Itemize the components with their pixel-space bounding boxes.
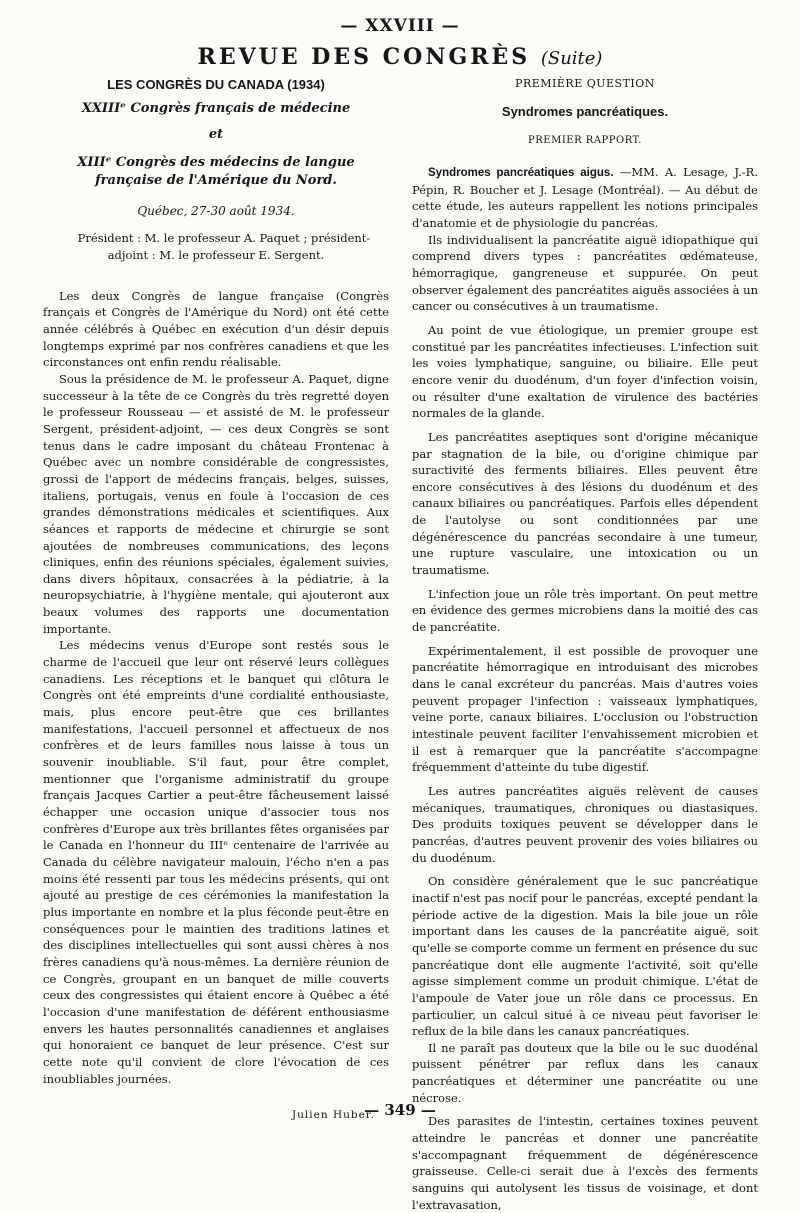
congress-connector: et [208,127,224,142]
title-suffix: (Suite) [540,48,603,69]
lead-authors-text: —MM. A. Lesage, J.-R. Pépin, R. Boucher et J. Lesage (Montréal). — Au début de cette étude, les auteurs rappellent les notions principales d'anatomie et de physiologie du pancréas. [412,165,758,230]
paragraph: Ils individualisent la pancréatite aiguë idiopathique qui comprend divers types : pancréatites œdémateuse, hémorragique, gangreneuse et suppurée. On peut observer également des pancréatites aiguës associées à un cancer ou consécutives à un traumatisme. [412,232,758,314]
paragraph-lead [412,164,758,232]
section-title: LES CONGRÈS DU CANADA (1934) [107,77,325,92]
paragraph: On considère généralement que le suc pancréatique inactif n'est pas nocif pour le pancréas, excepté pendant la période active de la digestion. Mais la bile joue un rôle important dans les causes de la pancréatite aiguë, soit qu'elle se comporte comme un ferment en présence du suc pancréatique dont elle augmente l'activité, soit qu'elle agisse simplement comme un produit chimique. L'état de l'ampoule de Vater joue un rôle dans ce processus. En particulier, un calcul situé à ce niveau peut favoriser le reflux de la bile dans les canaux pancréatiques. [412,874,758,1039]
paragraph: L'infection joue un rôle très important. On peut mettre en évidence des germes microbiens dans la moitié des cas de pancréatite. [412,586,758,635]
left-column [43,76,389,1124]
title-text: REVUE DES CONGRÈS [197,44,531,70]
lead-title: Syndromes pancréatiques aigus. [428,167,614,179]
paragraph: Les pancréatites aseptiques sont d'origine mécanique par stagnation de la bile, ou d'origine chimique par suractivité des ferments biliaires. Elles peuvent être encore consécutives à des lésions du duodénum et des canaux biliaires ou pancréatiques. Parfois elles dépendent de l'autolyse ou sont conditionnées par une dégénérescence du pancréas secondaire à une tumeur, une rupture vasculaire, une intoxication ou un traumatisme. [412,429,758,578]
paragraph: Expérimentalement, il est possible de provoquer une pancréatite hémorragique en introduisant des microbes dans le canal excréteur du pancréas. Mais d'autres voies peuvent propager l'infection : vaisseaux lymphatiques, veine porte, canaux biliaires. L'occlusion ou l'obstruction intestinale peuvent faciliter l'envahissement microbien et il est à remarquer que la pancréatite s'accompagne fréquemment d'atteinte du tube digestif. [412,643,758,775]
report-heading: PREMIER RAPPORT. [528,135,642,146]
congress-title-1: XXIIIᵉ Congrès français de médecine [81,101,351,116]
paragraph: Sous la présidence de M. le professeur A. Paquet, digne successeur à la tête de ce Congrès du très regretté doyen le professeur Rousseau — et assisté de M. le professeur Sergent, président-adjoint, — ces deux Congrès se sont tenus dans le cadre imposant du château Frontenac à Québec avec un nombre considérable de congressistes, grossi de l'apport de médecins français, belges, suisses, italiens, portugais, venus en foule à l'occasion de ces grandes démonstrations médicales et scientifiques. Aux séances et rapports de médecine et chirurgie se sont ajoutées de nombreuses communications, des leçons cliniques, enfin des réunions spéciales, également suivies, dans divers hôpitaux, consacrées à la pédiatrie, à la neuropsychiatrie, à l'hygiène mentale, qui ajouteront aux beaux volumes des rapports une documentation importante. [43,371,389,636]
paragraph: Au point de vue étiologique, un premier groupe est constitué par les pancréatites infectieuses. L'infection suit les voies lymphatique, sanguine, ou biliaire. Elle peut encore venir du duodénum, d'un foyer d'infection voisin, ou résulter d'une exaltation de virulence des bactéries normales de la glande. [412,322,758,421]
paragraph: Les deux Congrès de langue française (Congrès français et Congrès de l'Amérique du Nord) ont été cette année célébrés à Québec en exécution d'un désir depuis longtemps exprimé par nos confrères canadiens et que les circonstances ont enfin rendu réalisable. [43,288,389,370]
topic-heading: Syndromes pancréatiques. [501,104,669,119]
place-date: Québec, 27-30 août 1934. [137,204,295,218]
author-signature: Julien Huber. [291,1109,375,1122]
page-number: — 349 — [364,1101,436,1119]
question-heading: PREMIÈRE QUESTION [515,77,655,90]
paragraph: Il ne paraît pas douteux que la bile ou le suc duodénal puissent pénétrer par reflux dans les canaux pancréatiques et déterminer une pancréatite ou une nécrose. [412,1040,758,1105]
journal-title [0,44,800,70]
congress-title-2: XIIIᵉ Congrès des médecins de langue française de l'Amérique du Nord. [77,155,355,188]
presidents-line: Président : M. le professeur A. Paquet ; président-adjoint : M. le professeur E. Sergent. [77,230,371,262]
page-header-roman: — XXVIII — [340,16,460,36]
paragraph: Les autres pancréatites aiguës relèvent de causes mécaniques, traumatiques, chroniques ou diastasiques. Des produits toxiques peuvent se développer dans le pancréas, d'autres peuvent provenir des voies biliaires ou du duodénum. [412,783,758,865]
paragraph: Les médecins venus d'Europe sont restés sous le charme de l'accueil que leur ont réservé leurs collègues canadiens. Les réceptions et le banquet qui clôtura le Congrès ont été empreints d'une cordialité enthousiaste, mais, plus encore peut-être que ces brillantes manifestations, l'accueil personnel et affectueux de nos confrères et de leurs familles nous laisse à tous un souvenir inoubliable. S'il faut, pour être complet, mentionner que l'organisme administratif du groupe français Jacques Cartier a peut-être fâcheusement laissé échapper une occasion unique d'associer tous nos confrères d'Europe aux très brillantes fêtes organisées par le Canada en l'honneur du IIIᵉ centenaire de l'arrivée au Canada du célèbre navigateur malouin, l'écho n'en a pas moins été ressenti par tous les médecins présents, qui ont ajouté au prestige de ces cérémonies la manifestation la plus importante en nombre et la plus féconde peut-être en conséquences pour le maintien des traditions latines et des disciplines intellectuelles qui sont aussi chères à nos frères canadiens qu'à nous-mêmes. La dernière réunion de ce Congrès, groupant en un banquet de mille couverts ceux des congressistes qui étaient encore à Québec a été l'occasion d'une manifestation de déférent enthousiasme envers les hautes personnalités canadiennes et anglaises qui honoraient ce banquet de leur présence. C'est sur cette note qu'il convient de clore l'évocation de ces inoubliables journées. [43,638,389,1086]
paragraph: Des parasites de l'intestin, certaines toxines peuvent atteindre le pancréas et donner une pancréatite s'accompagnant fréquemment de dégénérescence graisseuse. Celle-ci serait due à l'excès des ferments sanguins qui autolysent les tissus de voisinage, et dont l'extravasation, [412,1114,758,1212]
right-column [412,76,758,1213]
